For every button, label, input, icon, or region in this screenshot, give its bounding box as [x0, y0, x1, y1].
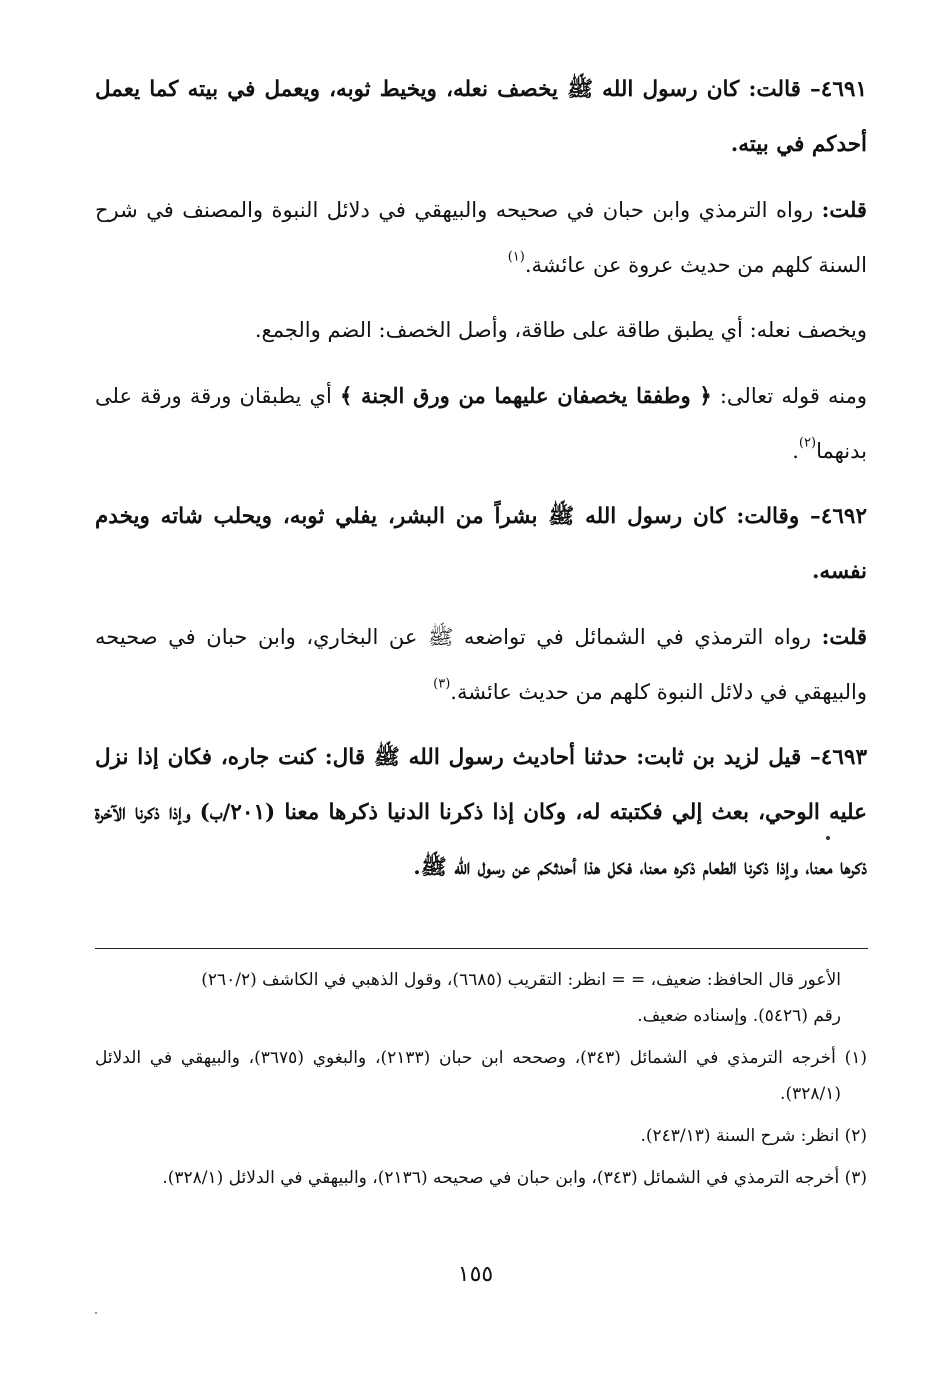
stray-mark: [826, 836, 830, 840]
footnote-1: (١) أخرجه الترمذي في الشمائل (٣٤٣)، وصححه ابن حبان (٢١٣٣)، والبغوي (٣٦٧٥)، والبيهقي في الدلائل (٣٢٨/١).: [95, 1048, 867, 1104]
hadith-4692: ٤٦٩٢– وقالت: كان رسول الله ﷺ بشراً من البشر، يفلي ثوبه، ويحلب شاته ويخدم نفسه.: [95, 504, 867, 584]
main-text: [95, 62, 867, 905]
page-number: ١٥٥: [457, 1262, 494, 1287]
commentary-4691: [95, 182, 867, 293]
commentary-label: قلت:: [821, 624, 867, 649]
commentary-4692: [95, 609, 867, 720]
commentary-text: رواه الترمذي في الشمائل في تواضعه ﷺ عن البخاري، وابن حبان في صحيحه والبيهقي في دلائل النبوة كلهم من حديث عائشة.: [95, 625, 867, 704]
footnotes: [95, 962, 867, 1202]
footnote-continuation: [95, 962, 867, 1034]
footnote-divider: [95, 948, 868, 949]
hadith-4691: ٤٦٩١– قالت: كان رسول الله ﷺ يخصف نعله، ويخيط ثوبه، ويعمل في بيته كما يعمل أحدكم في بيته.: [95, 77, 867, 157]
footnote-2: (٢) انظر: شرح السنة (٢٤٣/١٣).: [640, 1126, 867, 1146]
commentary-label: قلت:: [821, 197, 867, 222]
ayah-paragraph: ومنه قوله تعالى: ﴿ وطفقا يخصفان عليهما من ورق الجنة ﴾ أي يطبقان ورقة ورقة على بدنهما$^{(٢)}$.: [95, 383, 867, 463]
quran-verse: ﴿ وطفقا يخصفان عليهما من ورق الجنة ﴾: [339, 383, 712, 408]
gloss-khasf: ويخصف نعله: أي يطبق طاقة على طاقة، وأصل الخصف: الضم والجمع.: [254, 318, 867, 342]
footnote-ref: (١): [507, 249, 525, 265]
footnote-ref: (٣): [433, 676, 451, 692]
footnote-continuation-line1: الأعور قال الحافظ: ضعيف، = = انظر: التقريب (٦٦٨٥)، وقول الذهبي في الكاشف (٢٦٠/٢): [201, 970, 841, 990]
footnote-ref: (٢): [798, 435, 817, 451]
commentary-text: رواه الترمذي وابن حبان في صحيحه والبيهقي في دلائل النبوة والمصنف في شرح السنة كلهم من حديث عروة عن عائشة.: [95, 198, 867, 277]
hadith-4693: ٤٦٩٣– قيل لزيد بن ثابت: حدثنا أحاديث رسول الله ﷺ قال: كنت جاره، فكان إذا نزل عليه الوحي، بعث إلي فكتبته له، وكان إذا ذكرنا الدنيا ذكرها معنا (٢٠١/ب) وإذا ذكرنا الآخرة ذكرها معنا، وإذا ذكرنا الطعام ذكره معنا، فكل هذا أحدثكم عن رسول الله ﷺ.: [95, 745, 868, 880]
scan-speck: [95, 1312, 97, 1314]
ayah-explanation: أي يطبقان ورقة ورقة على بدنهما: [95, 384, 867, 463]
ayah-intro: ومنه قوله تعالى:: [719, 384, 867, 408]
footnote-3: (٣) أخرجه الترمذي في الشمائل (٣٤٣)، وابن حبان في صحيحه (٢١٣٦)، والبيهقي في الدلائل (٣٢٨/١).: [162, 1168, 867, 1188]
footnote-continuation-line2: رقم (٥٤٢٦). وإسناده ضعيف.: [637, 1006, 841, 1026]
